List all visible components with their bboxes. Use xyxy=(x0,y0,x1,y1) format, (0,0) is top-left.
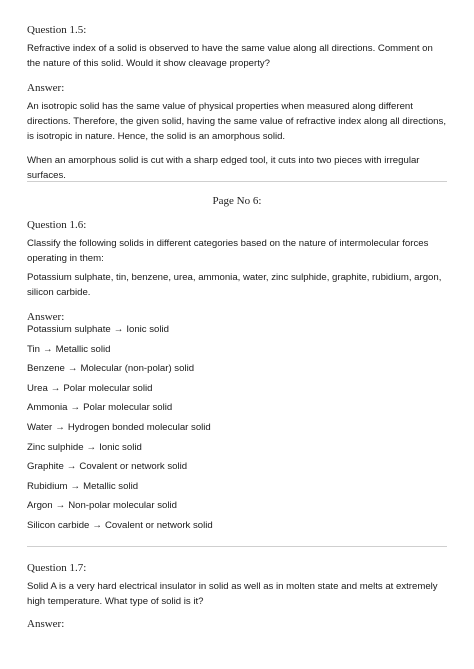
arrow-icon: → xyxy=(86,441,97,453)
arrow-icon: → xyxy=(55,500,66,512)
section-divider xyxy=(27,546,447,547)
solid-type: Polar molecular solid xyxy=(83,402,173,414)
classification-item xyxy=(27,342,447,357)
arrow-icon: → xyxy=(42,343,53,355)
arrow-icon: → xyxy=(113,324,124,335)
arrow-icon: → xyxy=(67,363,78,375)
question-label: Question 1.7: xyxy=(27,562,87,574)
solid-name: Urea xyxy=(27,382,48,394)
solid-name: Rubidium xyxy=(27,480,68,492)
solid-type: Non-polar molecular solid xyxy=(68,500,177,512)
arrow-icon: → xyxy=(50,382,61,394)
solid-type: Metallic solid xyxy=(83,480,139,492)
classification-item xyxy=(27,361,447,376)
classification-item xyxy=(27,400,447,415)
solid-name: Zinc sulphide xyxy=(27,441,84,453)
solid-name: Graphite xyxy=(27,461,64,473)
answer-paragraph: When an amorphous solid is cut with a sharp edged tool, it cuts into two pieces with irregular surfaces. xyxy=(27,155,420,181)
solid-type: Polar molecular solid xyxy=(63,382,153,394)
solid-name: Water xyxy=(27,422,53,433)
answer-paragraph: An isotropic solid has the same value of physical properties when measured along different directions. Therefore, the given solid, having the same value of refractive index along all directions, is isotropic in nature. Hence, the solid is an amorphous solid. xyxy=(27,101,446,142)
solids-list: Potassium sulphate, tin, benzene, urea, ammonia, water, zinc sulphide, graphite, rubidium, argon, silicon carbide. xyxy=(27,272,442,298)
classification-item xyxy=(27,479,447,494)
arrow-icon: → xyxy=(55,422,65,433)
answer-label: Answer: xyxy=(27,82,65,94)
question-text: Refractive index of a solid is observed to have the same value along all directions. Comment on the nature of this solid. Would it show cleavage property? xyxy=(27,43,433,69)
solid-name: Silicon carbide xyxy=(27,520,90,531)
page-number: Page No 6: xyxy=(212,195,262,207)
solid-type: Hydrogen bonded molecular solid xyxy=(67,422,211,433)
section-divider xyxy=(27,181,447,182)
solid-type: Ionic solid xyxy=(126,324,169,335)
solid-type: Metallic solid xyxy=(55,343,111,355)
question-text: Solid A is a very hard electrical insulator in solid as well as in molten state and melts at extremely high temperature. What type of solid is it? xyxy=(27,581,438,607)
arrow-icon: → xyxy=(70,402,81,414)
arrow-icon: → xyxy=(92,520,102,531)
solid-name: Benzene xyxy=(27,363,65,375)
solid-name: Argon xyxy=(27,500,53,512)
classification-item xyxy=(27,381,447,396)
solid-type: Ionic solid xyxy=(99,441,142,453)
arrow-icon: → xyxy=(66,461,77,473)
question-label: Question 1.6: xyxy=(27,219,87,231)
classification-item xyxy=(27,459,447,474)
answer-label: Answer: xyxy=(27,618,65,630)
solid-type: Molecular (non-polar) solid xyxy=(80,363,195,375)
classification-item xyxy=(27,440,447,455)
solid-name: Potassium sulphate xyxy=(27,324,111,335)
classification-item xyxy=(27,518,447,533)
solid-type: Covalent or network solid xyxy=(105,520,213,531)
answer-label: Answer: xyxy=(27,311,65,323)
classification-item xyxy=(27,322,447,337)
solid-name: Ammonia xyxy=(27,402,68,414)
question-label: Question 1.5: xyxy=(27,24,87,36)
solid-type: Covalent or network solid xyxy=(79,461,188,473)
arrow-icon: → xyxy=(70,480,81,492)
question-text: Classify the following solids in different categories based on the nature of intermolecular forces operating in them: xyxy=(27,238,429,264)
classification-item xyxy=(27,498,447,513)
solid-name: Tin xyxy=(27,343,40,355)
classification-item xyxy=(27,420,447,435)
